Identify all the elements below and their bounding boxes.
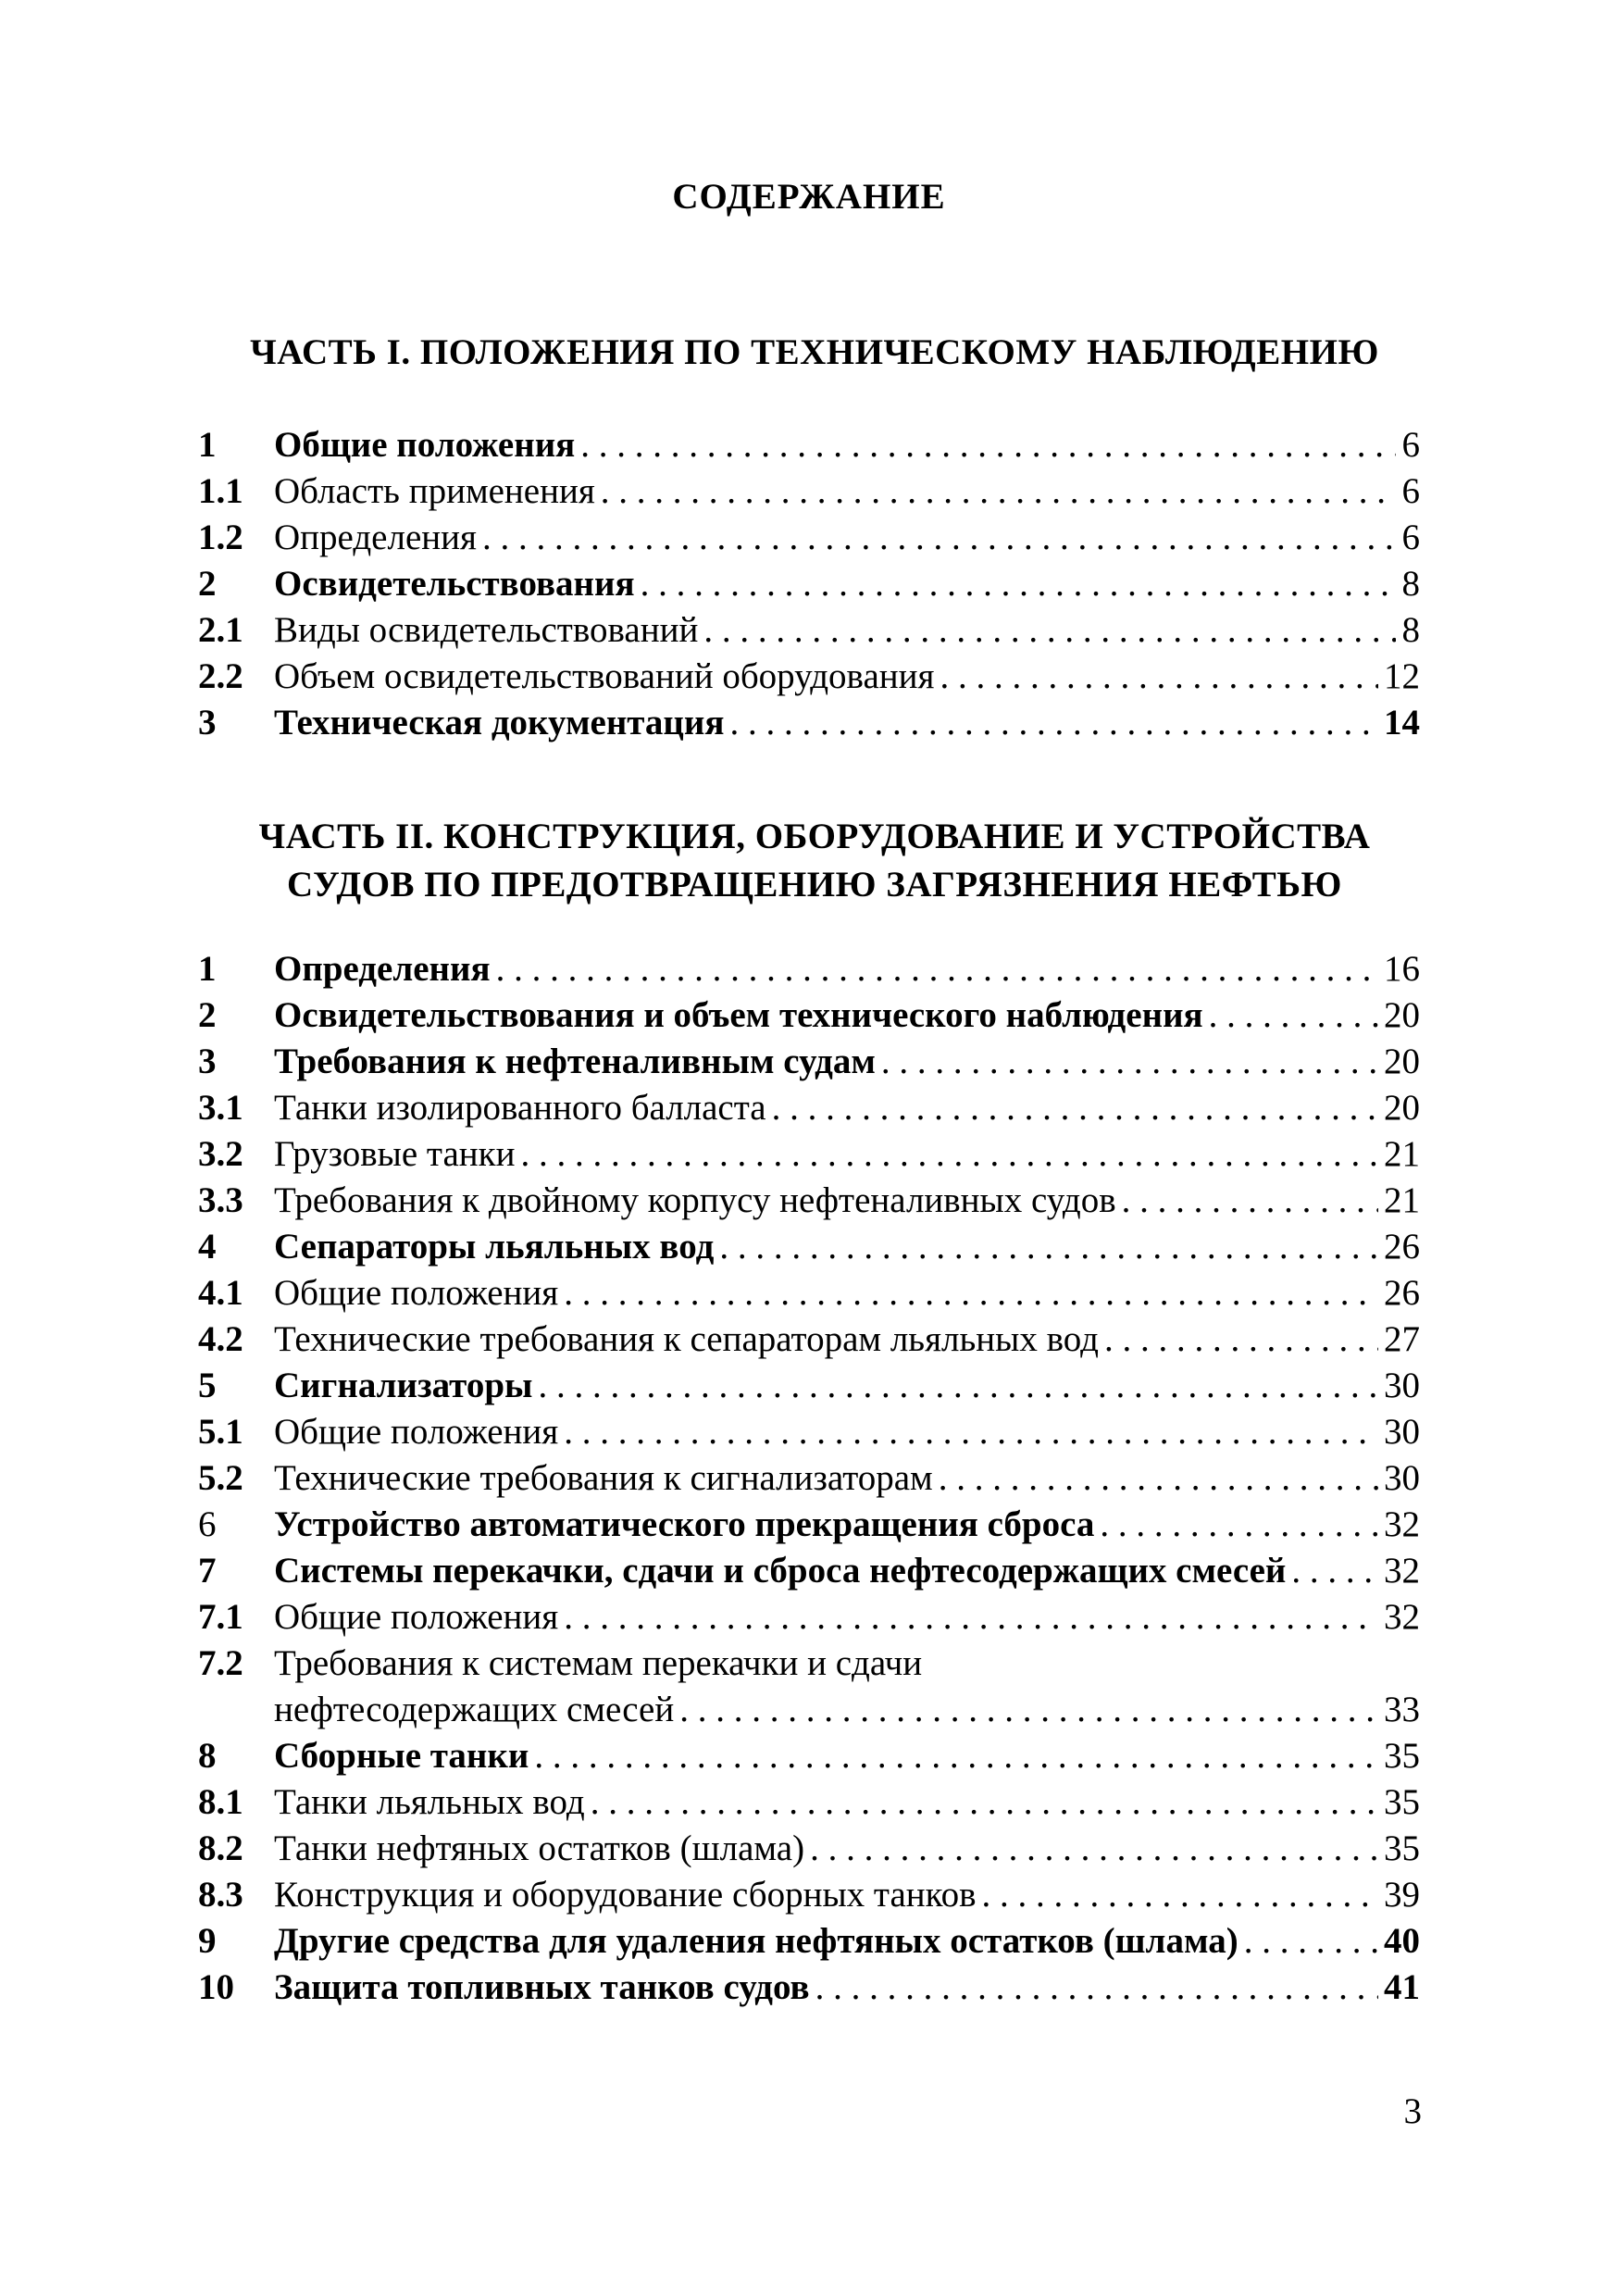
- entry-title: Общие положения: [274, 1412, 559, 1452]
- entry-title: Определения: [274, 518, 477, 557]
- entry-page: 32: [1384, 1597, 1420, 1637]
- entry-page: 33: [1384, 1690, 1420, 1729]
- entry-number: 4: [198, 1227, 217, 1267]
- toc-entry[interactable]: [198, 1872, 1420, 1918]
- entry-page: 8: [1401, 564, 1420, 604]
- toc-entry[interactable]: [198, 1131, 1420, 1178]
- entry-page: 30: [1384, 1366, 1420, 1405]
- entry-number: 5: [198, 1366, 217, 1405]
- toc-entry[interactable]: [198, 654, 1420, 700]
- entry-title: Танки льяльных вод: [274, 1782, 585, 1822]
- entry-title: Системы перекачки, сдачи и сброса нефтесодержащих смесей: [274, 1551, 1287, 1591]
- entry-title: Сепараторы льяльных вод: [274, 1227, 715, 1267]
- toc-entry[interactable]: [198, 1733, 1420, 1779]
- entry-number: 8.3: [198, 1875, 243, 1915]
- entry-title: Освидетельствования: [274, 564, 635, 604]
- dot-leader: [580, 422, 1396, 468]
- toc-entry[interactable]: [198, 468, 1420, 515]
- toc-entry[interactable]: [198, 1178, 1420, 1224]
- entry-title: Область применения: [274, 471, 595, 511]
- toc-entry[interactable]: [198, 992, 1420, 1039]
- toc-entry[interactable]: [198, 700, 1420, 746]
- entry-number: 7.2: [198, 1643, 243, 1683]
- dot-leader: [772, 1085, 1378, 1131]
- entry-title-line1: Требования к системам перекачки и сдачи: [274, 1643, 923, 1683]
- entry-title: Конструкция и оборудование сборных танков: [274, 1875, 977, 1915]
- entry-title: Техническая документация: [274, 703, 725, 742]
- dot-leader: [601, 468, 1396, 515]
- entry-title: Определения: [274, 949, 491, 989]
- entry-title: Технические требования к сепараторам льяльных вод: [274, 1319, 1099, 1359]
- dot-leader: [1209, 992, 1378, 1039]
- entry-page: 16: [1384, 949, 1420, 989]
- entry-page: 35: [1384, 1782, 1420, 1822]
- entry-page: 27: [1384, 1319, 1420, 1359]
- entry-title: Освидетельствования и объем технического наблюдения: [274, 995, 1203, 1035]
- entry-number: 4.2: [198, 1319, 243, 1359]
- entry-number: 6: [198, 1504, 217, 1544]
- dot-leader: [534, 1733, 1378, 1779]
- dot-leader: [729, 700, 1378, 746]
- dot-leader: [482, 515, 1396, 561]
- part2-title: [167, 813, 1462, 909]
- dot-leader: [703, 607, 1396, 654]
- entry-number: 5.2: [198, 1458, 243, 1498]
- entry-number: 2.2: [198, 656, 243, 696]
- dot-leader: [496, 946, 1378, 992]
- dot-leader: [940, 654, 1378, 700]
- entry-page: 35: [1384, 1828, 1420, 1868]
- part1-toc: [198, 422, 1420, 746]
- entry-page: 26: [1384, 1227, 1420, 1267]
- entry-title: Требования к двойному корпусу нефтеналивных судов: [274, 1180, 1116, 1220]
- dot-leader: [881, 1039, 1378, 1085]
- entry-number: 2: [198, 564, 217, 604]
- entry-page: 12: [1384, 656, 1420, 696]
- dot-leader: [538, 1363, 1378, 1409]
- dot-leader: [982, 1872, 1378, 1918]
- toc-entry[interactable]: [198, 1409, 1420, 1455]
- toc-entry[interactable]: [198, 1502, 1420, 1548]
- toc-entry[interactable]: [198, 1455, 1420, 1502]
- dot-leader: [591, 1779, 1378, 1826]
- toc-entry[interactable]: [198, 1363, 1420, 1409]
- toc-entry-continuation[interactable]: [198, 1687, 1420, 1733]
- entry-page: 6: [1401, 471, 1420, 511]
- entry-page: 30: [1384, 1412, 1420, 1452]
- entry-title-line2: нефтесодержащих смесей: [274, 1690, 675, 1729]
- dot-leader: [719, 1224, 1378, 1270]
- entry-number: 3.1: [198, 1088, 243, 1128]
- entry-page: 20: [1384, 995, 1420, 1035]
- entry-number: 3: [198, 1042, 217, 1081]
- entry-number: 2.1: [198, 610, 243, 650]
- dot-leader: [1104, 1316, 1378, 1363]
- entry-page: 6: [1401, 425, 1420, 465]
- entry-title: Устройство автоматического прекращения сброса: [274, 1504, 1095, 1544]
- entry-page: 26: [1384, 1273, 1420, 1313]
- entry-number: 8: [198, 1736, 217, 1776]
- entry-page: 8: [1401, 610, 1420, 650]
- entry-title: Другие средства для удаления нефтяных остатков (шлама): [274, 1921, 1238, 1961]
- dot-leader: [1244, 1918, 1378, 1965]
- entry-number: 5.1: [198, 1412, 243, 1452]
- entry-title: Общие положения: [274, 425, 576, 465]
- dot-leader: [815, 1965, 1378, 2011]
- entry-number: 9: [198, 1921, 217, 1961]
- toc-entry[interactable]: [198, 1224, 1420, 1270]
- entry-number: 7.1: [198, 1597, 243, 1637]
- entry-number: 4.1: [198, 1273, 243, 1313]
- toc-entry[interactable]: [198, 1779, 1420, 1826]
- entry-title: Общие положения: [274, 1597, 559, 1637]
- part2-toc: [198, 946, 1420, 2011]
- toc-entry[interactable]: [198, 946, 1420, 992]
- contents-title: СОДЕРЖАНИЕ: [672, 177, 946, 217]
- toc-entry[interactable]: [198, 422, 1420, 468]
- dot-leader: [939, 1455, 1378, 1502]
- entry-title: Виды освидетельствований: [274, 610, 699, 650]
- entry-number: 1.2: [198, 518, 243, 557]
- toc-entry[interactable]: [198, 1965, 1420, 2011]
- dot-leader: [641, 561, 1396, 607]
- entry-title: Объем освидетельствований оборудования: [274, 656, 935, 696]
- toc-entry[interactable]: [198, 1085, 1420, 1131]
- entry-title: Требования к нефтеналивным судам: [274, 1042, 876, 1081]
- entry-page: 20: [1384, 1088, 1420, 1128]
- entry-title: Технические требования к сигнализаторам: [274, 1458, 933, 1498]
- entry-number: 1: [198, 949, 217, 989]
- entry-number: 3.2: [198, 1134, 243, 1174]
- toc-entry[interactable]: [198, 607, 1420, 654]
- dot-leader: [1291, 1548, 1378, 1594]
- toc-entry[interactable]: [198, 1594, 1420, 1641]
- entry-page: 35: [1384, 1736, 1420, 1776]
- entry-number: 2: [198, 995, 217, 1035]
- entry-page: 14: [1384, 703, 1420, 742]
- page-number: 3: [1403, 2091, 1422, 2131]
- entry-page: 21: [1384, 1134, 1420, 1174]
- entry-title: Танки изолированного балласта: [274, 1088, 766, 1128]
- dot-leader: [564, 1270, 1378, 1316]
- entry-number: 3: [198, 703, 217, 742]
- dot-leader: [564, 1409, 1378, 1455]
- entry-number: 8.1: [198, 1782, 243, 1822]
- entry-page: 32: [1384, 1504, 1420, 1544]
- entry-page: 32: [1384, 1551, 1420, 1591]
- toc-entry[interactable]: [198, 561, 1420, 607]
- dot-leader: [1100, 1502, 1378, 1548]
- entry-number: 7: [198, 1551, 217, 1591]
- entry-title: Грузовые танки: [274, 1134, 516, 1174]
- toc-entry[interactable]: [198, 1039, 1420, 1085]
- entry-page: 6: [1401, 518, 1420, 557]
- part1-title: ЧАСТЬ I. ПОЛОЖЕНИЯ ПО ТЕХНИЧЕСКОМУ НАБЛЮДЕНИЮ: [250, 332, 1379, 372]
- entry-title: Защита топливных танков судов: [274, 1967, 810, 2007]
- entry-title: Сборные танки: [274, 1736, 529, 1776]
- entry-page: 20: [1384, 1042, 1420, 1081]
- toc-entry[interactable]: [198, 1918, 1420, 1965]
- entry-number: 8.2: [198, 1828, 243, 1868]
- entry-page: 41: [1384, 1967, 1420, 2007]
- entry-page: 30: [1384, 1458, 1420, 1498]
- toc-entry[interactable]: [198, 1270, 1420, 1316]
- toc-entry[interactable]: [198, 1826, 1420, 1872]
- entry-page: 39: [1384, 1875, 1420, 1915]
- entry-number: 10: [198, 1967, 234, 2007]
- toc-entry[interactable]: [198, 1641, 1420, 1687]
- dot-leader: [564, 1594, 1378, 1641]
- entry-number: 1.1: [198, 471, 243, 511]
- entry-number: 1: [198, 425, 217, 465]
- dot-leader: [810, 1826, 1378, 1872]
- toc-entry[interactable]: [198, 1548, 1420, 1594]
- entry-title: Общие положения: [274, 1273, 559, 1313]
- entry-number: 3.3: [198, 1180, 243, 1220]
- toc-entry[interactable]: [198, 515, 1420, 561]
- entry-title: Танки нефтяных остатков (шлама): [274, 1828, 805, 1868]
- part2-title-line1: ЧАСТЬ II. КОНСТРУКЦИЯ, ОБОРУДОВАНИЕ И УСТРОЙСТВА: [258, 817, 1371, 856]
- toc-entry[interactable]: [198, 1316, 1420, 1363]
- entry-title: Сигнализаторы: [274, 1366, 533, 1405]
- part2-title-line2: СУДОВ ПО ПРЕДОТВРАЩЕНИЮ ЗАГРЯЗНЕНИЯ НЕФТЬЮ: [287, 865, 1342, 905]
- dot-leader: [520, 1131, 1378, 1178]
- entry-page: 40: [1384, 1921, 1420, 1961]
- entry-page: 21: [1384, 1180, 1420, 1220]
- dot-leader: [679, 1687, 1378, 1733]
- dot-leader: [1122, 1178, 1378, 1224]
